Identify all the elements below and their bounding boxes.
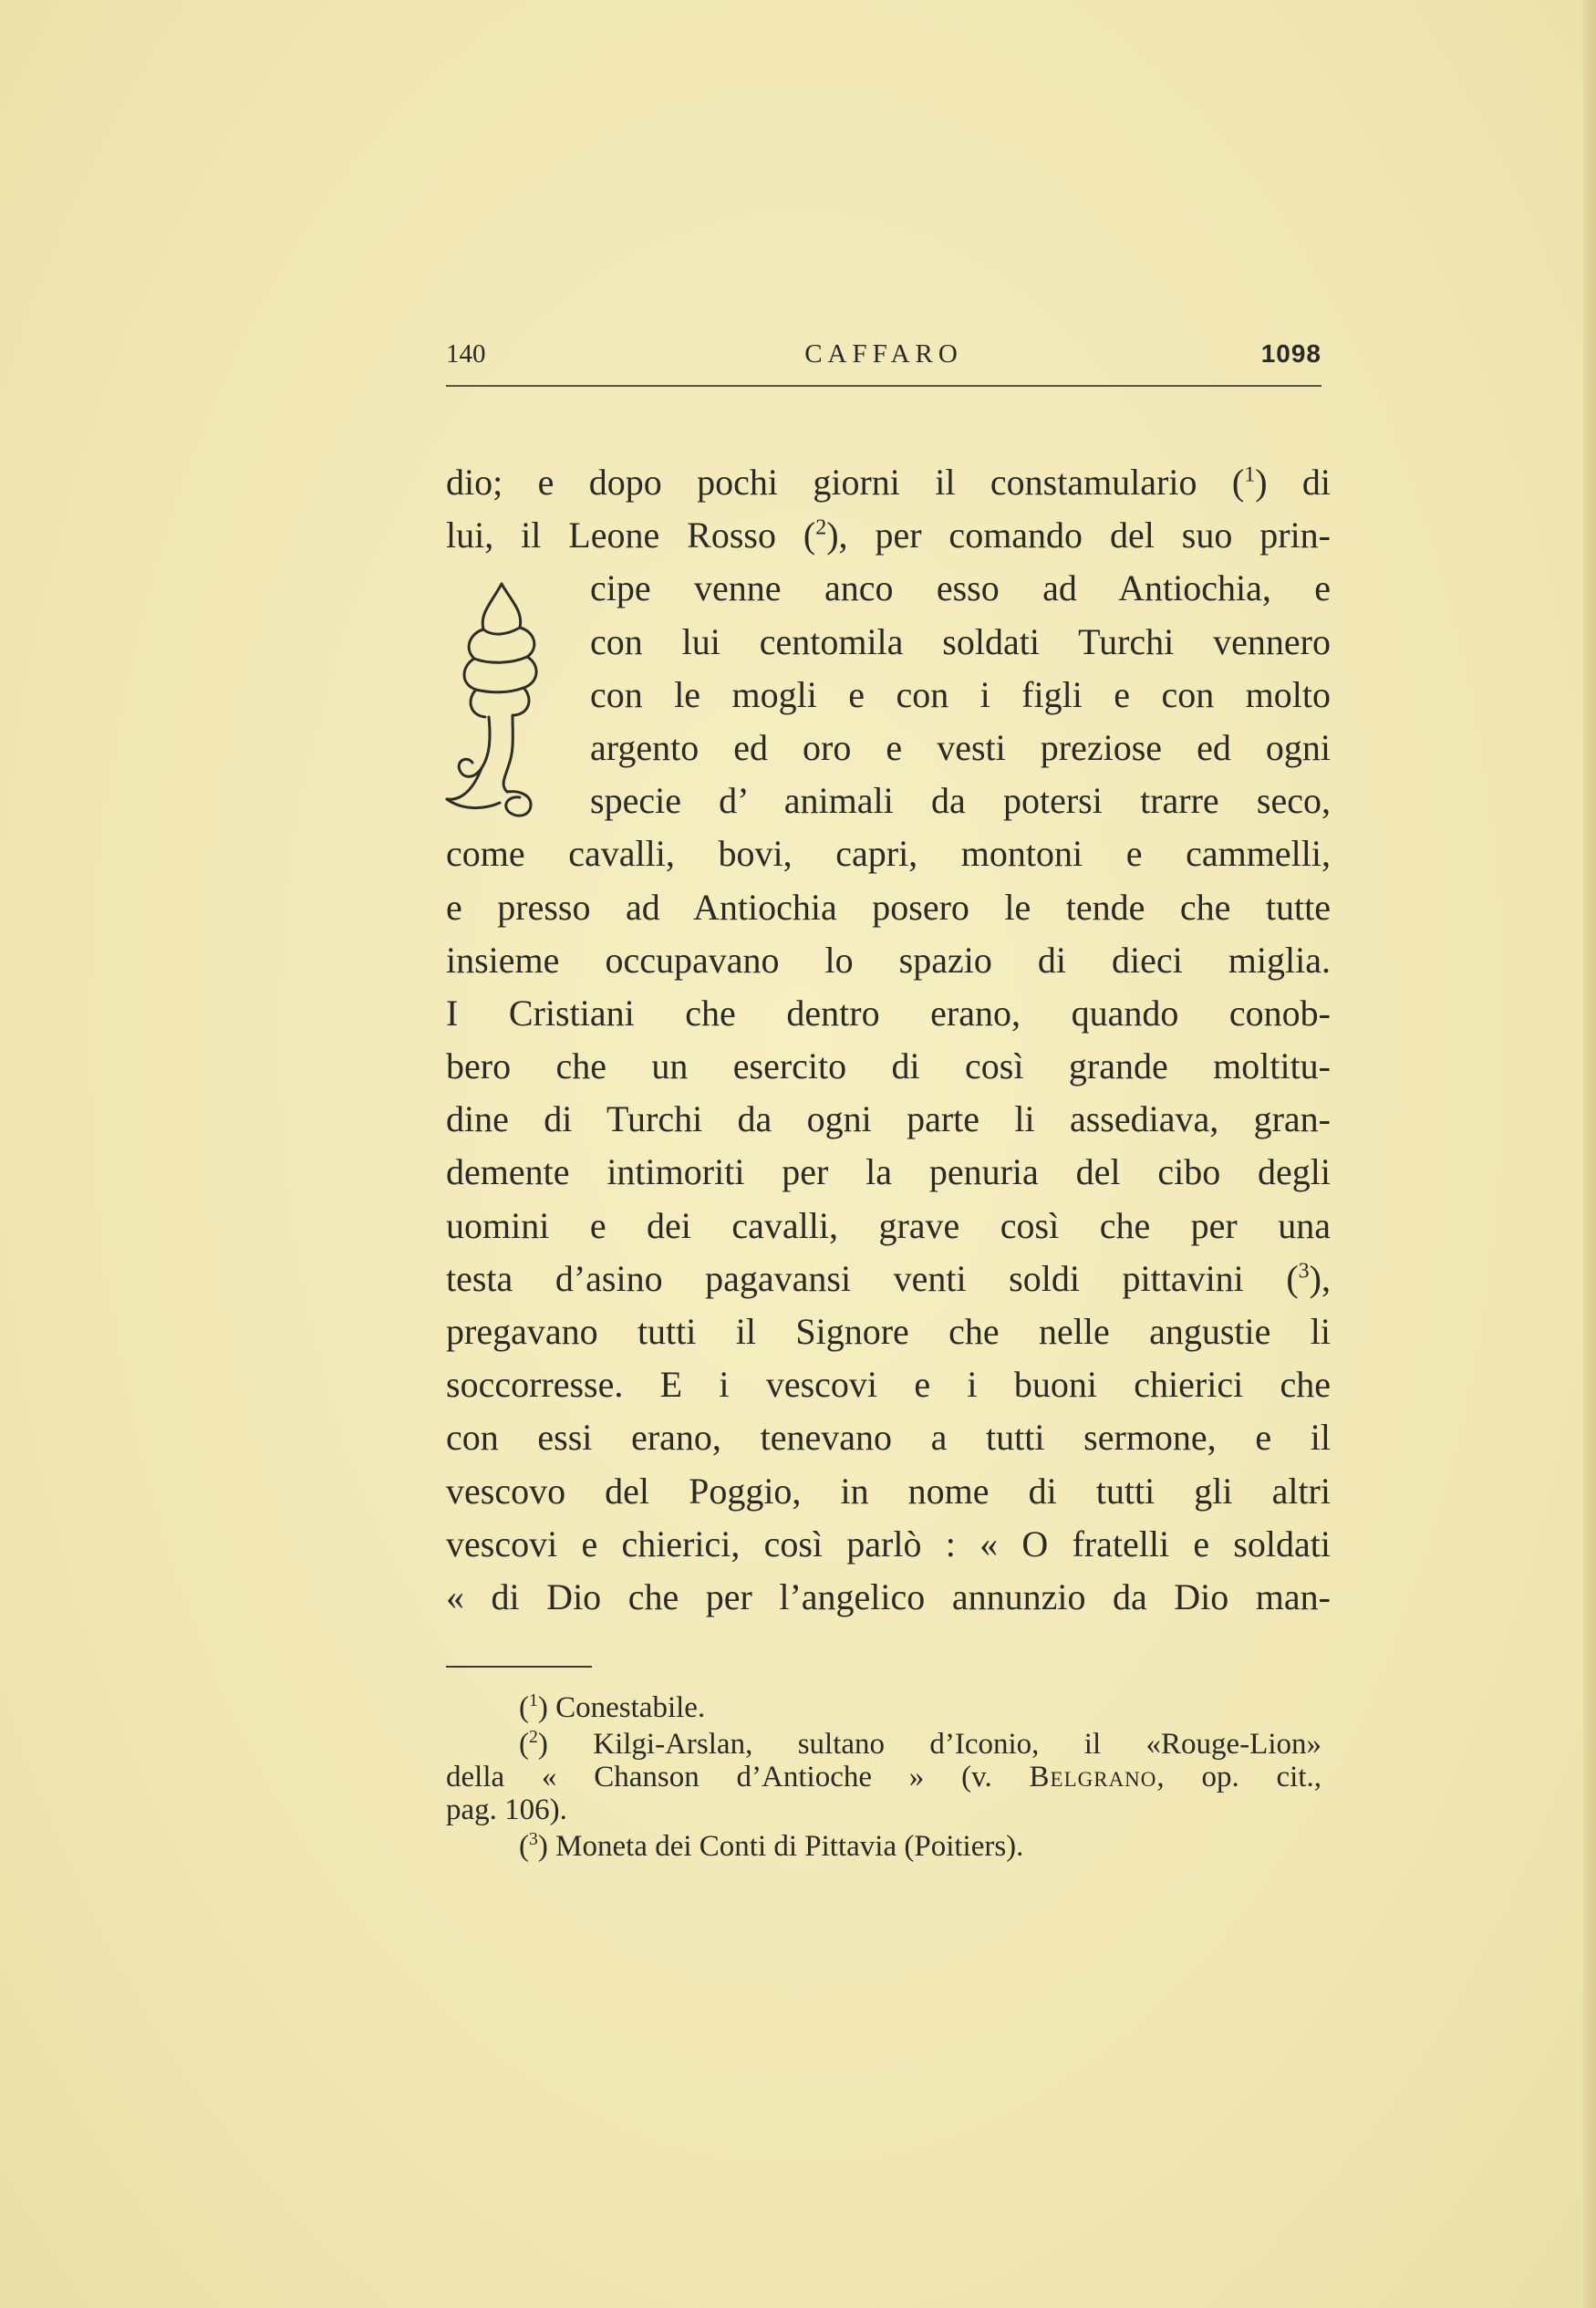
text-line: argento ed oro e vesti preziose ed ogni bbox=[590, 726, 1331, 768]
text-line: con le mogli e con i figli e con molto bbox=[590, 673, 1331, 715]
footnote-text: Conestabile. bbox=[555, 1691, 706, 1724]
footnote-mark: 2 bbox=[529, 1727, 538, 1747]
footnote-mark: 1 bbox=[529, 1690, 538, 1710]
footnote-2-cont bbox=[446, 1761, 1321, 1793]
footnote-text: Kilgi-Arslan, sultano d’Iconio, il «Rouge-Lion» bbox=[593, 1728, 1321, 1761]
text-line: soccorresse. E i vescovi e i buoni chierici che bbox=[446, 1364, 1331, 1406]
text-line: demente intimoriti per la penuria del cibo degli bbox=[446, 1151, 1331, 1193]
year-heading: 1098 bbox=[1260, 339, 1321, 368]
main-text bbox=[446, 456, 1331, 1624]
text-line: con lui centomila soldati Turchi vennero bbox=[590, 620, 1331, 662]
text-segment: ), per comando del suo prin- bbox=[826, 515, 1331, 556]
running-header bbox=[446, 339, 1321, 387]
text-line: uomini e dei cavalli, grave così che per una bbox=[446, 1204, 1331, 1246]
footnote-text: , op. cit., bbox=[1156, 1761, 1321, 1793]
footnote-text: Moneta dei Conti di Pittavia (Poitiers). bbox=[555, 1830, 1024, 1863]
text-segment: dio; e dopo pochi giorni il constamulario ( bbox=[446, 462, 1245, 503]
text-line: vescovo del Poggio, in nome di tutti gli altri bbox=[446, 1470, 1331, 1512]
text-segment: testa d’asino pagavansi venti soldi pittavini ( bbox=[446, 1257, 1299, 1299]
text-line bbox=[446, 509, 1331, 562]
footnote-text: della « Chanson d’Antioche » (v. bbox=[446, 1761, 1030, 1793]
footnote-rule bbox=[446, 1666, 592, 1668]
text-line: bero che un esercito di così grande moltitu- bbox=[446, 1045, 1331, 1087]
footnotes bbox=[446, 1691, 1321, 1863]
text-line: I Cristiani che dentro erano, quando conob- bbox=[446, 992, 1331, 1034]
page-edge bbox=[1583, 0, 1596, 2308]
text-line: con essi erano, tenevano a tutti sermone, e il bbox=[446, 1417, 1331, 1459]
text-line: dine di Turchi da ogni parte li assediava, gran- bbox=[446, 1098, 1331, 1140]
text-line bbox=[446, 1253, 1331, 1305]
text-line: come cavalli, bovi, capri, montoni e cammelli, bbox=[446, 833, 1331, 875]
footnote-1: ($^1$) Conestabile. bbox=[519, 1690, 706, 1724]
text-line: vescovi e chierici, così parlò : « O fratelli e soldati bbox=[446, 1523, 1331, 1565]
text-line: « di Dio che per l’angelico annunzio da Dio man- bbox=[446, 1575, 1331, 1617]
footnote-ref: 3 bbox=[1298, 1259, 1310, 1284]
author-name: Belgrano bbox=[1029, 1761, 1157, 1793]
footnote-3: ($^3$) Moneta dei Conti di Pittavia (Poitiers). bbox=[519, 1829, 1024, 1863]
text-line: insieme occupavano lo spazio di dieci miglia. bbox=[446, 939, 1331, 981]
footnote-ref: 2 bbox=[815, 515, 827, 540]
text-line: pregavano tutti il Signore che nelle angustie li bbox=[446, 1311, 1331, 1352]
page-number: 140 bbox=[446, 339, 486, 369]
footnote-mark: 3 bbox=[529, 1829, 538, 1849]
text-line bbox=[446, 456, 1331, 509]
footnote-ref: 1 bbox=[1244, 463, 1256, 487]
footnote-2: ($^2$) Kilgi-Arslan, sultano d’Iconio, il «Rouge-Lion» bbox=[519, 1727, 1321, 1761]
running-title: CAFFARO bbox=[804, 339, 963, 369]
text-segment: ), bbox=[1309, 1257, 1331, 1299]
text-line: cipe venne anco esso ad Antiochia, e bbox=[590, 567, 1331, 609]
text-line: specie d’ animali da potersi trarre seco, bbox=[590, 780, 1331, 822]
text-segment: ) di bbox=[1255, 462, 1331, 503]
text-line: e presso ad Antiochia posero le tende che tutte bbox=[446, 886, 1331, 928]
footnote-2-end: pag. 106). bbox=[446, 1793, 567, 1826]
text-segment: lui, il Leone Rosso ( bbox=[446, 515, 816, 556]
